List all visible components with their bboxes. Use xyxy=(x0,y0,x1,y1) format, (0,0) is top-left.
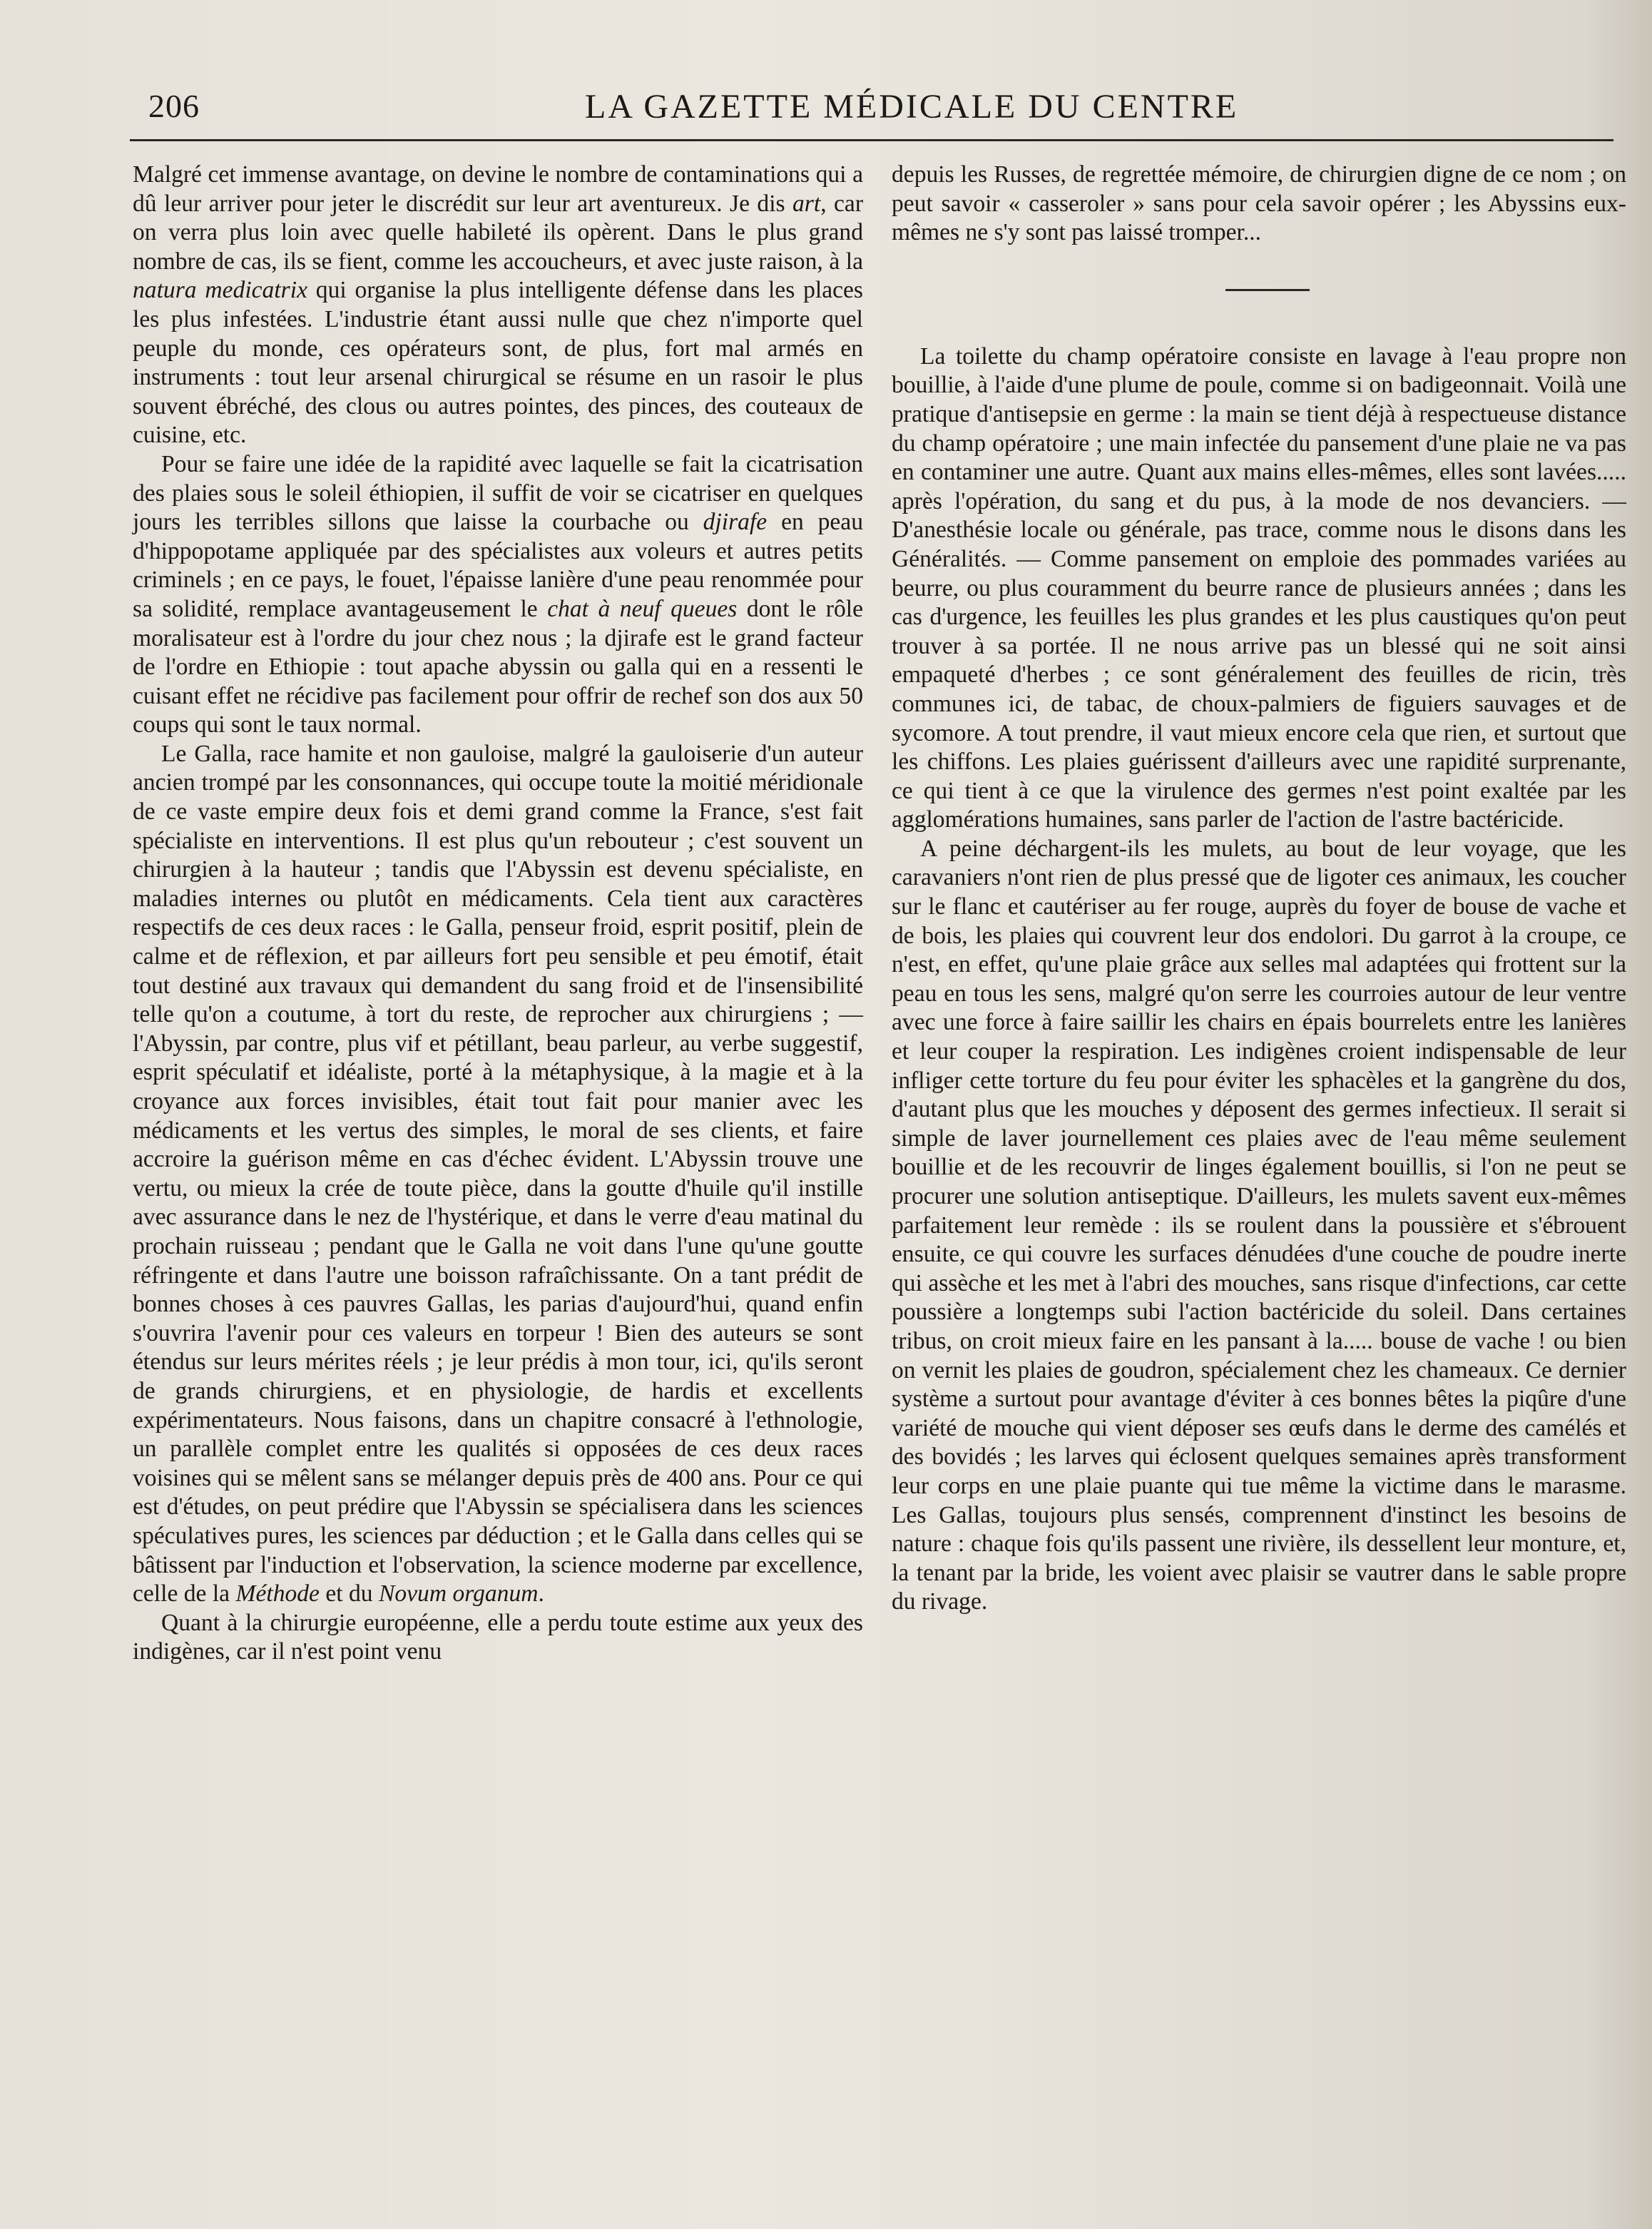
text-run: Le Galla, race hamite et non gauloise, malgré la gauloiserie d'un auteur ancien trompé par les consonnances, qui occupe toute la moitié méridionale de ce vaste empire deux fois et demi grand comme la France, s'est fait spécialiste en interventions. Il est plus qu'un rebouteur ; c'est souvent un chirurgien à la hauteur ; tandis que l'Abyssin est devenu spécialiste, en maladies internes ou plutôt en médicaments. Cela tient aux caractères respectifs de ces deux races : le Galla, penseur froid, esprit positif, plein de calme et de réflexion, et par ailleurs fort peu sensible et peu émotif, était tout destiné aux travaux qui demandent du sang froid et de l'insensibilité telle qu'on a coutume, à tort du reste, de reprocher aux chirurgiens ; — l'Abyssin, par contre, plus vif et pétillant, beau parleur, au verbe suggestif, esprit spéculatif et idéaliste, porté à la métaphysique, à la magie et à la croyance aux forces invisibles, était tout fait pour manier avec les médicaments et les vertus des simples, le moral de ses clients, et faire accroire la guérison même en cas d'échec évident. L'Abyssin trouve une vertu, ou mieux la crée de toute pièce, dans la goutte d'huile qu'il instille avec assurance dans le nez de l'hystérique, et dans le verre d'eau matinal du prochain ruisseau ; pendant que le Galla ne voit dans l'une qu'une goutte réfringente et dans l'autre une boisson rafraîchissante. On a tant prédit de bonnes choses à ces pauvres Gallas, les parias d'aujourd'hui, quand enfin s'ouvrira l'avenir pour ces valeurs en torpeur ! Bien des auteurs se sont étendus sur leurs mérites réels ; je leur prédis à mon tour, ici, qu'ils seront de grands chirurgiens, et en physiologie, de hardis et excellents expérimentateurs. Nous faisons, dans un chapitre consacré à l'ethnologie, un parallèle complet entre les qualités si opposées de ces deux races voisines qui se mêlent sans se mélanger depuis près de 400 ans. Pour ce qui est d'études, on peut prédire que l'Abyssin se spécialisera dans les sciences spéculatives pures, les sciences par déduction ; et le Galla dans celles qui se bâtissent par l'induction et l'observation, la science moderne par excellence, celle de la xyxy=(133,740,863,1608)
page-number: 206 xyxy=(148,88,200,124)
text-run: . xyxy=(538,1580,544,1608)
text-run: , car on verra plus loin avec quelle habileté ils opèrent. Dans le plus grand nombre de cas, ils se fient, comme les accoucheurs, et avec juste raison, à la xyxy=(133,190,863,275)
section-separator xyxy=(1225,289,1310,291)
paragraph xyxy=(133,740,863,1609)
italic-run: djirafe xyxy=(703,509,768,536)
text-run: qui organise la plus intelligente défense dans les places les plus infestées. L'industrie étant aussi nulle que chez n'importe quel peuple du monde, ces opérateurs sont, de plus, fort mal armés en instruments : tout leur arsenal chirurgical se résume en un rasoir le plus souvent ébréché, des clous ou autres pointes, des pinces, des couteaux de cuisine, etc. xyxy=(133,277,863,449)
paragraph: La toilette du champ opératoire consiste en lavage à l'eau propre non bouillie, à l'aide d'une plume de poule, comme si on badigeonnait. Voilà une pratique d'antisepsie en germe : la main se tient déjà à respectueuse distance du champ opératoire ; une main infectée du pansement d'une plaie ne va pas en contaminer une autre. Quant aux mains elles-mêmes, elles sont lavées..... après l'opération, du sang et du pus, à la mode de nos devanciers. — D'anesthésie locale ou générale, pas trace, comme nous le disons dans les Généralités. — Comme pansement on emploie des pommades variées au beurre, ou plus couramment du beurre rance de plusieurs années ; dans les cas d'urgence, les feuilles les plus grandes et les plus caustiques qu'on peut trouver à sa portée. Il ne nous arrive pas un blessé qui ne soit ainsi empaqueté d'herbes ; ce sont généralement des feuilles de ricin, très communes ici, de tabac, de choux-palmiers de figuiers sauvages et de sycomore. A tout prendre, il vaut mieux encore cela que rien, et surtout que les chiffons. Les plaies guérissent d'ailleurs avec une rapidité surprenante, ce qui tient à ce que la virulence des germes n'est point exaltée par les agglomérations humaines, sans parler de l'action de l'astre bactéricide. xyxy=(892,342,1626,833)
paragraph xyxy=(133,161,863,450)
text-run: en peau d'hippopotame appliquée par des spécialistes aux voleurs et autres petits criminels ; en ce pays, le fouet, l'épaisse lanière d'une peau renommée pour sa solidité, remplace avantageusement le xyxy=(133,509,863,622)
italic-run: art xyxy=(792,190,821,217)
left-column xyxy=(133,161,863,1667)
italic-run: natura medicatrix xyxy=(133,277,307,304)
running-title: LA GAZETTE MÉDICALE DU CENTRE xyxy=(585,88,1239,126)
italic-run: Novum organum xyxy=(378,1580,539,1608)
right-column-body xyxy=(892,342,1626,1617)
text-run: Pour se faire une idée de la rapidité avec laquelle se fait la cicatrisation des plaies sous le soleil éthiopien, il suffit de voir se cicatriser en quelques jours les terribles sillons que laisse la courbache ou xyxy=(133,450,863,536)
right-column xyxy=(892,161,1626,1617)
text-run: Malgré cet immense avantage, on devine le nombre de contaminations qui a dû leur arriver pour jeter le discrédit sur leur art aventureux. Je dis xyxy=(133,161,863,217)
paragraph: A peine déchargent-ils les mulets, au bout de leur voyage, que les caravaniers n'ont rien de plus pressé que de ligoter ces animaux, les coucher sur le flanc et cautériser au fer rouge, auprès du foyer de bouse de vache et de bois, les plaies qui couvrent leur dos endolori. Du garrot à la croupe, ce n'est, en effet, qu'une plaie grâce aux selles mal adaptées qui frottent sur la peau en tous les sens, malgré qu'on serre les courroies autour de leur ventre avec une force à faire saillir les chairs en épais bourrelets entre les lanières et leur couper la respiration. Les indigènes croient indispensable de leur infliger cette torture du feu pour éviter les sphacèles et la gangrène du dos, d'autant plus que les mouches y déposent des germes infectieux. Il serait si simple de laver journellement ces plaies avec de l'eau même seulement bouillie et de les recouvrir de linges également bouillis, si l'on ne peut se procurer une solution antiseptique. D'ailleurs, les mulets savent eux-mêmes parfaitement leur remède : ils se roulent dans la poussière et s'ébrouent ensuite, ce qui couvre les surfaces dénudées d'une couche de poudre inerte qui assèche et les met à l'abri des mouches, sans risque d'infections, car cette poussière a longtemps subi l'action bactéricide du soleil. Dans certaines tribus, on croit mieux faire en les pansant à la..... bouse de vache ! ou bien on vernit les plaies de goudron, spécialement chez les chameaux. Ce dernier système a surtout pour avantage d'éviter à ces bonnes bêtes la piqûre d'une variété de mouche qui vient déposer ses œufs dans le derme des camélés et des bovidés ; les larves qui éclosent quelques semaines après transforment leur corps en une plaie puante qui tue même la victime dans le marasme. Les Gallas, toujours plus sensés, comprennent d'instinct les besoins de nature : chaque fois qu'ils passent une rivière, ils dessellent leur monture, et, la tenant par la bride, les voient avec plaisir se vautrer dans le sable propre du rivage. xyxy=(892,835,1626,1615)
header-rule xyxy=(130,139,1613,141)
paragraph: Quant à la chirurgie européenne, elle a perdu toute estime aux yeux des indigènes, car il n'est point venu xyxy=(133,1609,863,1665)
paragraph: depuis les Russes, de regrettée mémoire, de chirurgien digne de ce nom ; on peut savoir « casseroler » sans pour cela savoir opérer ; les Abyssins eux-mêmes ne s'y sont pas laissé tromper... xyxy=(892,161,1626,246)
text-run: et du xyxy=(319,1580,379,1608)
text-run: dont le rôle moralisateur est à l'ordre du jour chez nous ; la djirafe est le grand facteur de l'ordre en Ethiopie : tout apache abyssin ou galla qui en a ressenti le cuisant effet ne récidive pas facilement pour offrir de rechef son dos aux 50 coups qui sont le taux normal. xyxy=(133,595,863,738)
paragraph xyxy=(133,450,863,740)
italic-run: chat à neuf queues xyxy=(547,595,738,622)
page-header xyxy=(143,84,1626,134)
italic-run: Méthode xyxy=(235,1580,320,1608)
